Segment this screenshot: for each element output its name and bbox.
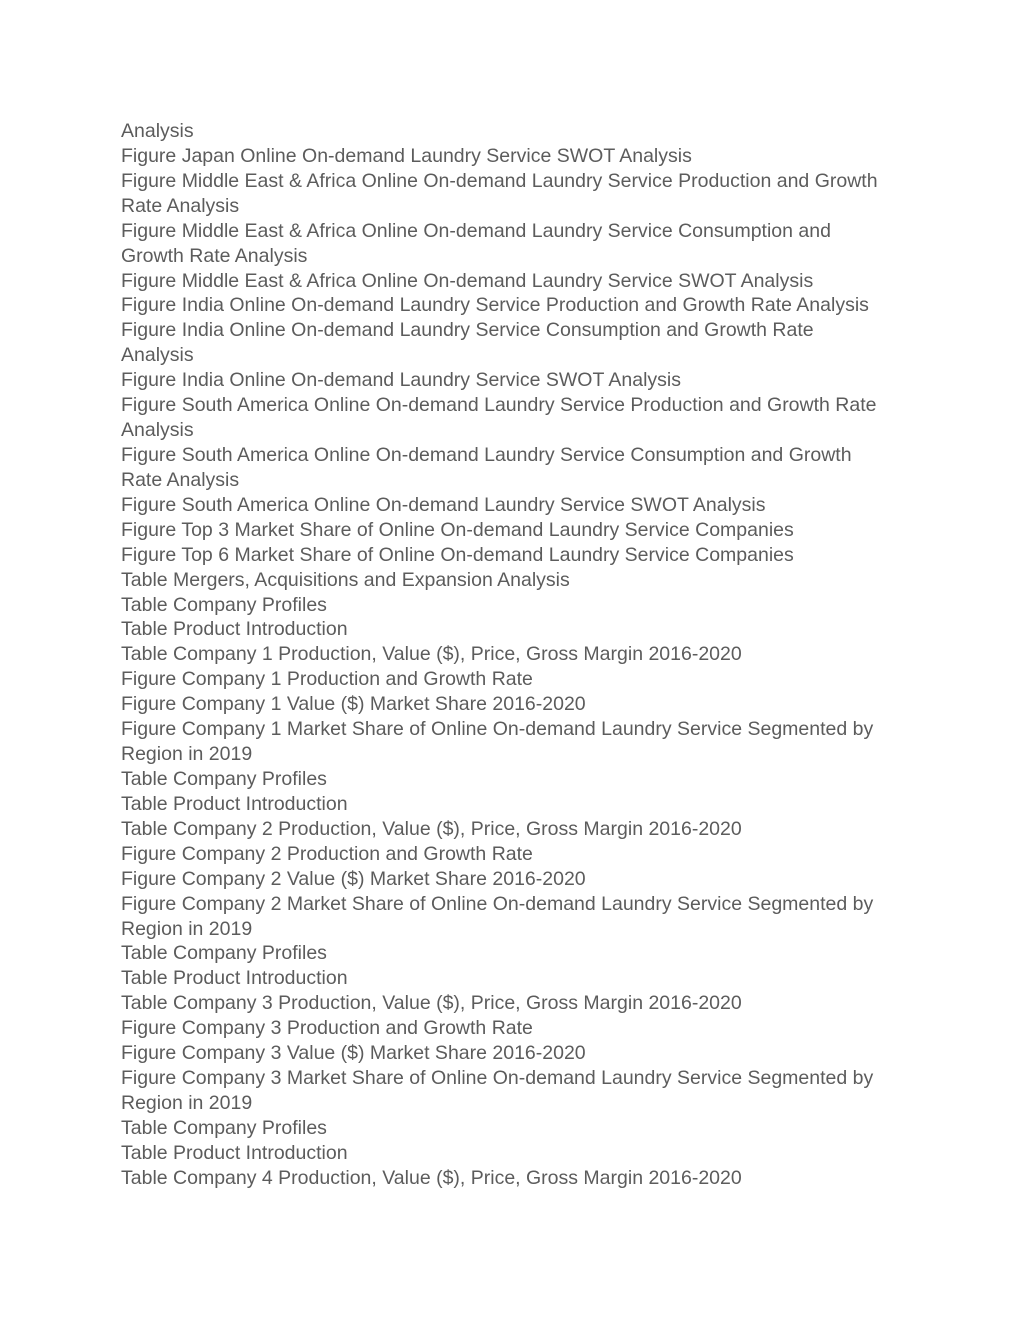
- toc-line: Figure Japan Online On-demand Laundry Service SWOT Analysis: [121, 144, 692, 167]
- toc-line: Table Company 2 Production, Value ($), Price, Gross Margin 2016-2020: [121, 817, 742, 840]
- toc-line: Table Product Introduction: [121, 792, 348, 815]
- toc-line: Analysis: [121, 344, 194, 367]
- toc-line: Figure Company 3 Value ($) Market Share 2016-2020: [121, 1042, 586, 1065]
- toc-line: Figure Company 2 Market Share of Online On-demand Laundry Service Segmented by: [121, 892, 874, 915]
- toc-line: Table Company 3 Production, Value ($), Price, Gross Margin 2016-2020: [121, 992, 742, 1015]
- toc-line: Analysis: [121, 419, 194, 442]
- toc-line: Analysis: [121, 120, 194, 142]
- toc-line: Region in 2019: [121, 1091, 253, 1114]
- toc-line: Table Company Profiles: [121, 942, 327, 965]
- toc-line: Figure Top 3 Market Share of Online On-demand Laundry Service Companies: [121, 518, 794, 541]
- toc-line: Table Product Introduction: [121, 618, 348, 641]
- toc-line: Table Company Profiles: [121, 1116, 327, 1139]
- toc-line: Figure South America Online On-demand Laundry Service Production and Growth Rate: [121, 394, 877, 417]
- toc-line: Figure Middle East & Africa Online On-demand Laundry Service Production and Growth: [121, 169, 878, 192]
- toc-line: Figure Middle East & Africa Online On-demand Laundry Service Consumption and: [121, 219, 831, 242]
- toc-line: Figure Company 2 Value ($) Market Share 2016-2020: [121, 867, 586, 890]
- toc-line: Growth Rate Analysis: [121, 244, 308, 267]
- toc-line: Figure Company 1 Value ($) Market Share 2016-2020: [121, 693, 586, 716]
- toc-line: Figure Company 3 Market Share of Online On-demand Laundry Service Segmented by: [121, 1067, 874, 1090]
- toc-line: Rate Analysis: [121, 194, 240, 217]
- toc-line: Region in 2019: [121, 917, 253, 940]
- toc-line: Region in 2019: [121, 743, 253, 766]
- toc-line: Figure India Online On-demand Laundry Service Consumption and Growth Rate: [121, 319, 814, 342]
- toc-line: Figure Company 2 Production and Growth Rate: [121, 842, 533, 865]
- toc-line: Figure India Online On-demand Laundry Service Production and Growth Rate Analysis: [121, 294, 869, 317]
- toc-line: Figure Middle East & Africa Online On-demand Laundry Service SWOT Analysis: [121, 269, 814, 292]
- toc-line: Table Product Introduction: [121, 967, 348, 990]
- toc-line: Table Mergers, Acquisitions and Expansion Analysis: [121, 568, 570, 591]
- toc-line: Figure Company 1 Market Share of Online On-demand Laundry Service Segmented by: [121, 718, 874, 741]
- toc-line: Figure South America Online On-demand Laundry Service Consumption and Growth: [121, 443, 852, 466]
- toc-line: Figure Top 6 Market Share of Online On-demand Laundry Service Companies: [121, 543, 794, 566]
- toc-line: Figure Company 3 Production and Growth Rate: [121, 1017, 533, 1040]
- toc-line: Table Product Introduction: [121, 1141, 348, 1164]
- toc-line: Table Company Profiles: [121, 593, 327, 616]
- toc-line: Figure Company 1 Production and Growth Rate: [121, 668, 533, 691]
- toc-line: Table Company 1 Production, Value ($), Price, Gross Margin 2016-2020: [121, 643, 742, 666]
- toc-line: Table Company Profiles: [121, 767, 327, 790]
- toc-line: Rate Analysis: [121, 468, 240, 491]
- toc-line: Table Company 4 Production, Value ($), Price, Gross Margin 2016-2020: [121, 1166, 742, 1189]
- table-of-contents-list: [121, 119, 911, 1191]
- toc-line: Figure India Online On-demand Laundry Service SWOT Analysis: [121, 369, 681, 392]
- toc-line: Figure South America Online On-demand Laundry Service SWOT Analysis: [121, 493, 766, 516]
